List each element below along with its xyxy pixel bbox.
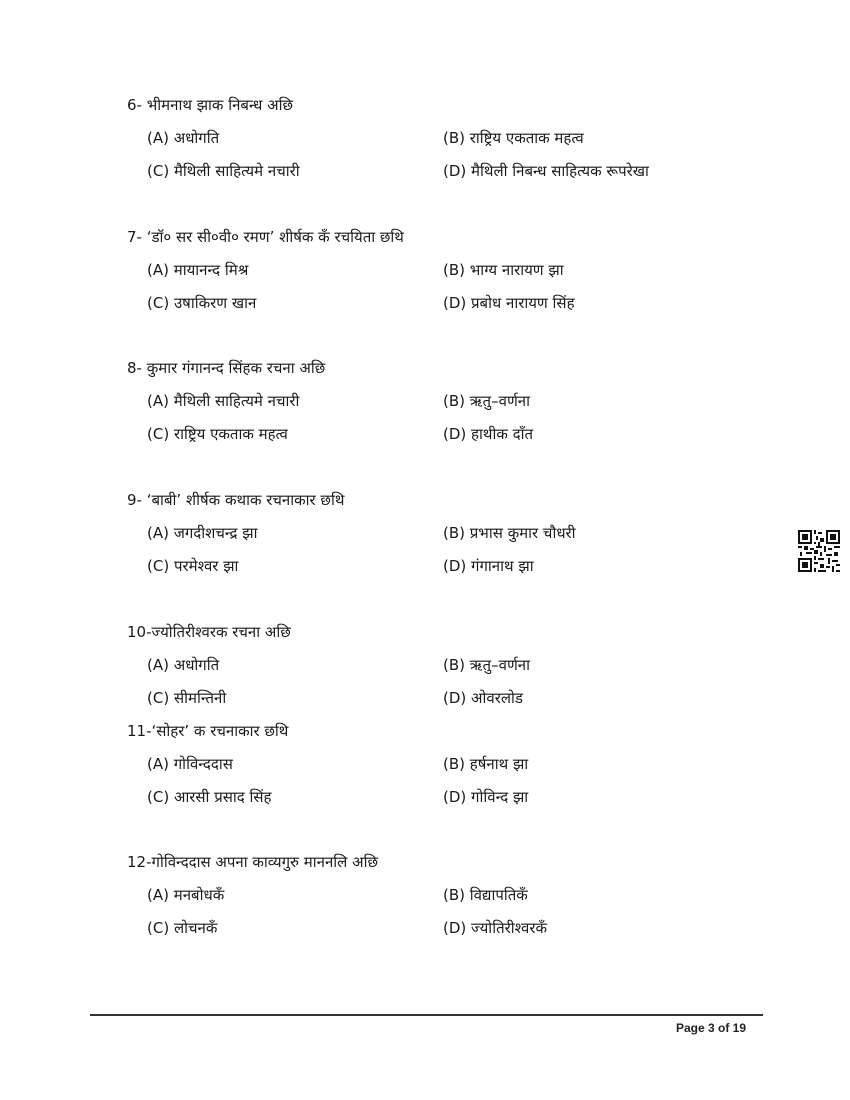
question-12: 12-गोविन्ददास अपना काव्यगुरु माननलि अछि [127,853,378,871]
q6-option-a: (A) अधोगति [147,129,220,147]
q7-option-b: (B) भाग्य नारायण झा [443,261,564,279]
q10-option-c: (C) सीमन्तिनी [147,689,227,707]
q7-option-d: (D) प्रबोध नारायण सिंह [443,294,575,312]
q6-option-b: (B) राष्ट्रिय एकताक महत्व [443,129,584,147]
q8-option-a: (A) मैथिली साहित्यमे नचारी [147,392,300,410]
q11-option-c: (C) आरसी प्रसाद सिंह [147,788,272,806]
q10-option-a: (A) अधोगति [147,656,220,674]
q9-option-b: (B) प्रभास कुमार चौधरी [443,524,576,542]
footer-divider [90,1014,763,1016]
question-7: 7- ‘डॉ० सर सी०वी० रमण’ शीर्षक कँ रचयिता छथि [127,228,404,246]
question-9: 9- ‘बाबी’ शीर्षक कथाक रचनाकार छथि [127,491,345,509]
q7-option-c: (C) उषाकिरण खान [147,294,257,312]
q9-option-d: (D) गंगानाथ झा [443,557,534,575]
q12-option-b: (B) विद्यापतिकँ [443,886,528,904]
q8-option-d: (D) हाथीक दाँत [443,425,534,443]
q11-option-a: (A) गोविन्ददास [147,755,233,773]
q6-option-c: (C) मैथिली साहित्यमे नचारी [147,162,300,180]
q6-option-d: (D) मैथिली निबन्ध साहित्यक रूपरेखा [443,162,649,180]
q10-option-d: (D) ओवरलोड [443,689,523,707]
q11-option-b: (B) हर्षनाथ झा [443,755,529,773]
q9-option-c: (C) परमेश्वर झा [147,557,239,575]
question-6: 6- भीमनाथ झाक निबन्ध अछि [127,96,293,114]
question-8: 8- कुमार गंगानन्द सिंहक रचना अछि [127,359,326,377]
page-number: Page 3 of 19 [676,1021,747,1035]
question-11: 11-‘सोहर’ क रचनाकार छथि [127,722,289,740]
q12-option-a: (A) मनबोधकँ [147,886,225,904]
q9-option-a: (A) जगदीशचन्द्र झा [147,524,258,542]
q12-option-c: (C) लोचनकँ [147,919,218,937]
qr-code-icon [798,530,840,572]
q7-option-a: (A) मायानन्द मिश्र [147,261,249,279]
q8-option-c: (C) राष्ट्रिय एकताक महत्व [147,425,288,443]
q11-option-d: (D) गोविन्द झा [443,788,529,806]
question-10: 10-ज्योतिरीश्वरक रचना अछि [127,623,291,641]
q8-option-b: (B) ऋतु–वर्णना [443,392,531,410]
q12-option-d: (D) ज्योतिरीश्वरकँ [443,919,548,937]
q10-option-b: (B) ऋतु–वर्णना [443,656,531,674]
